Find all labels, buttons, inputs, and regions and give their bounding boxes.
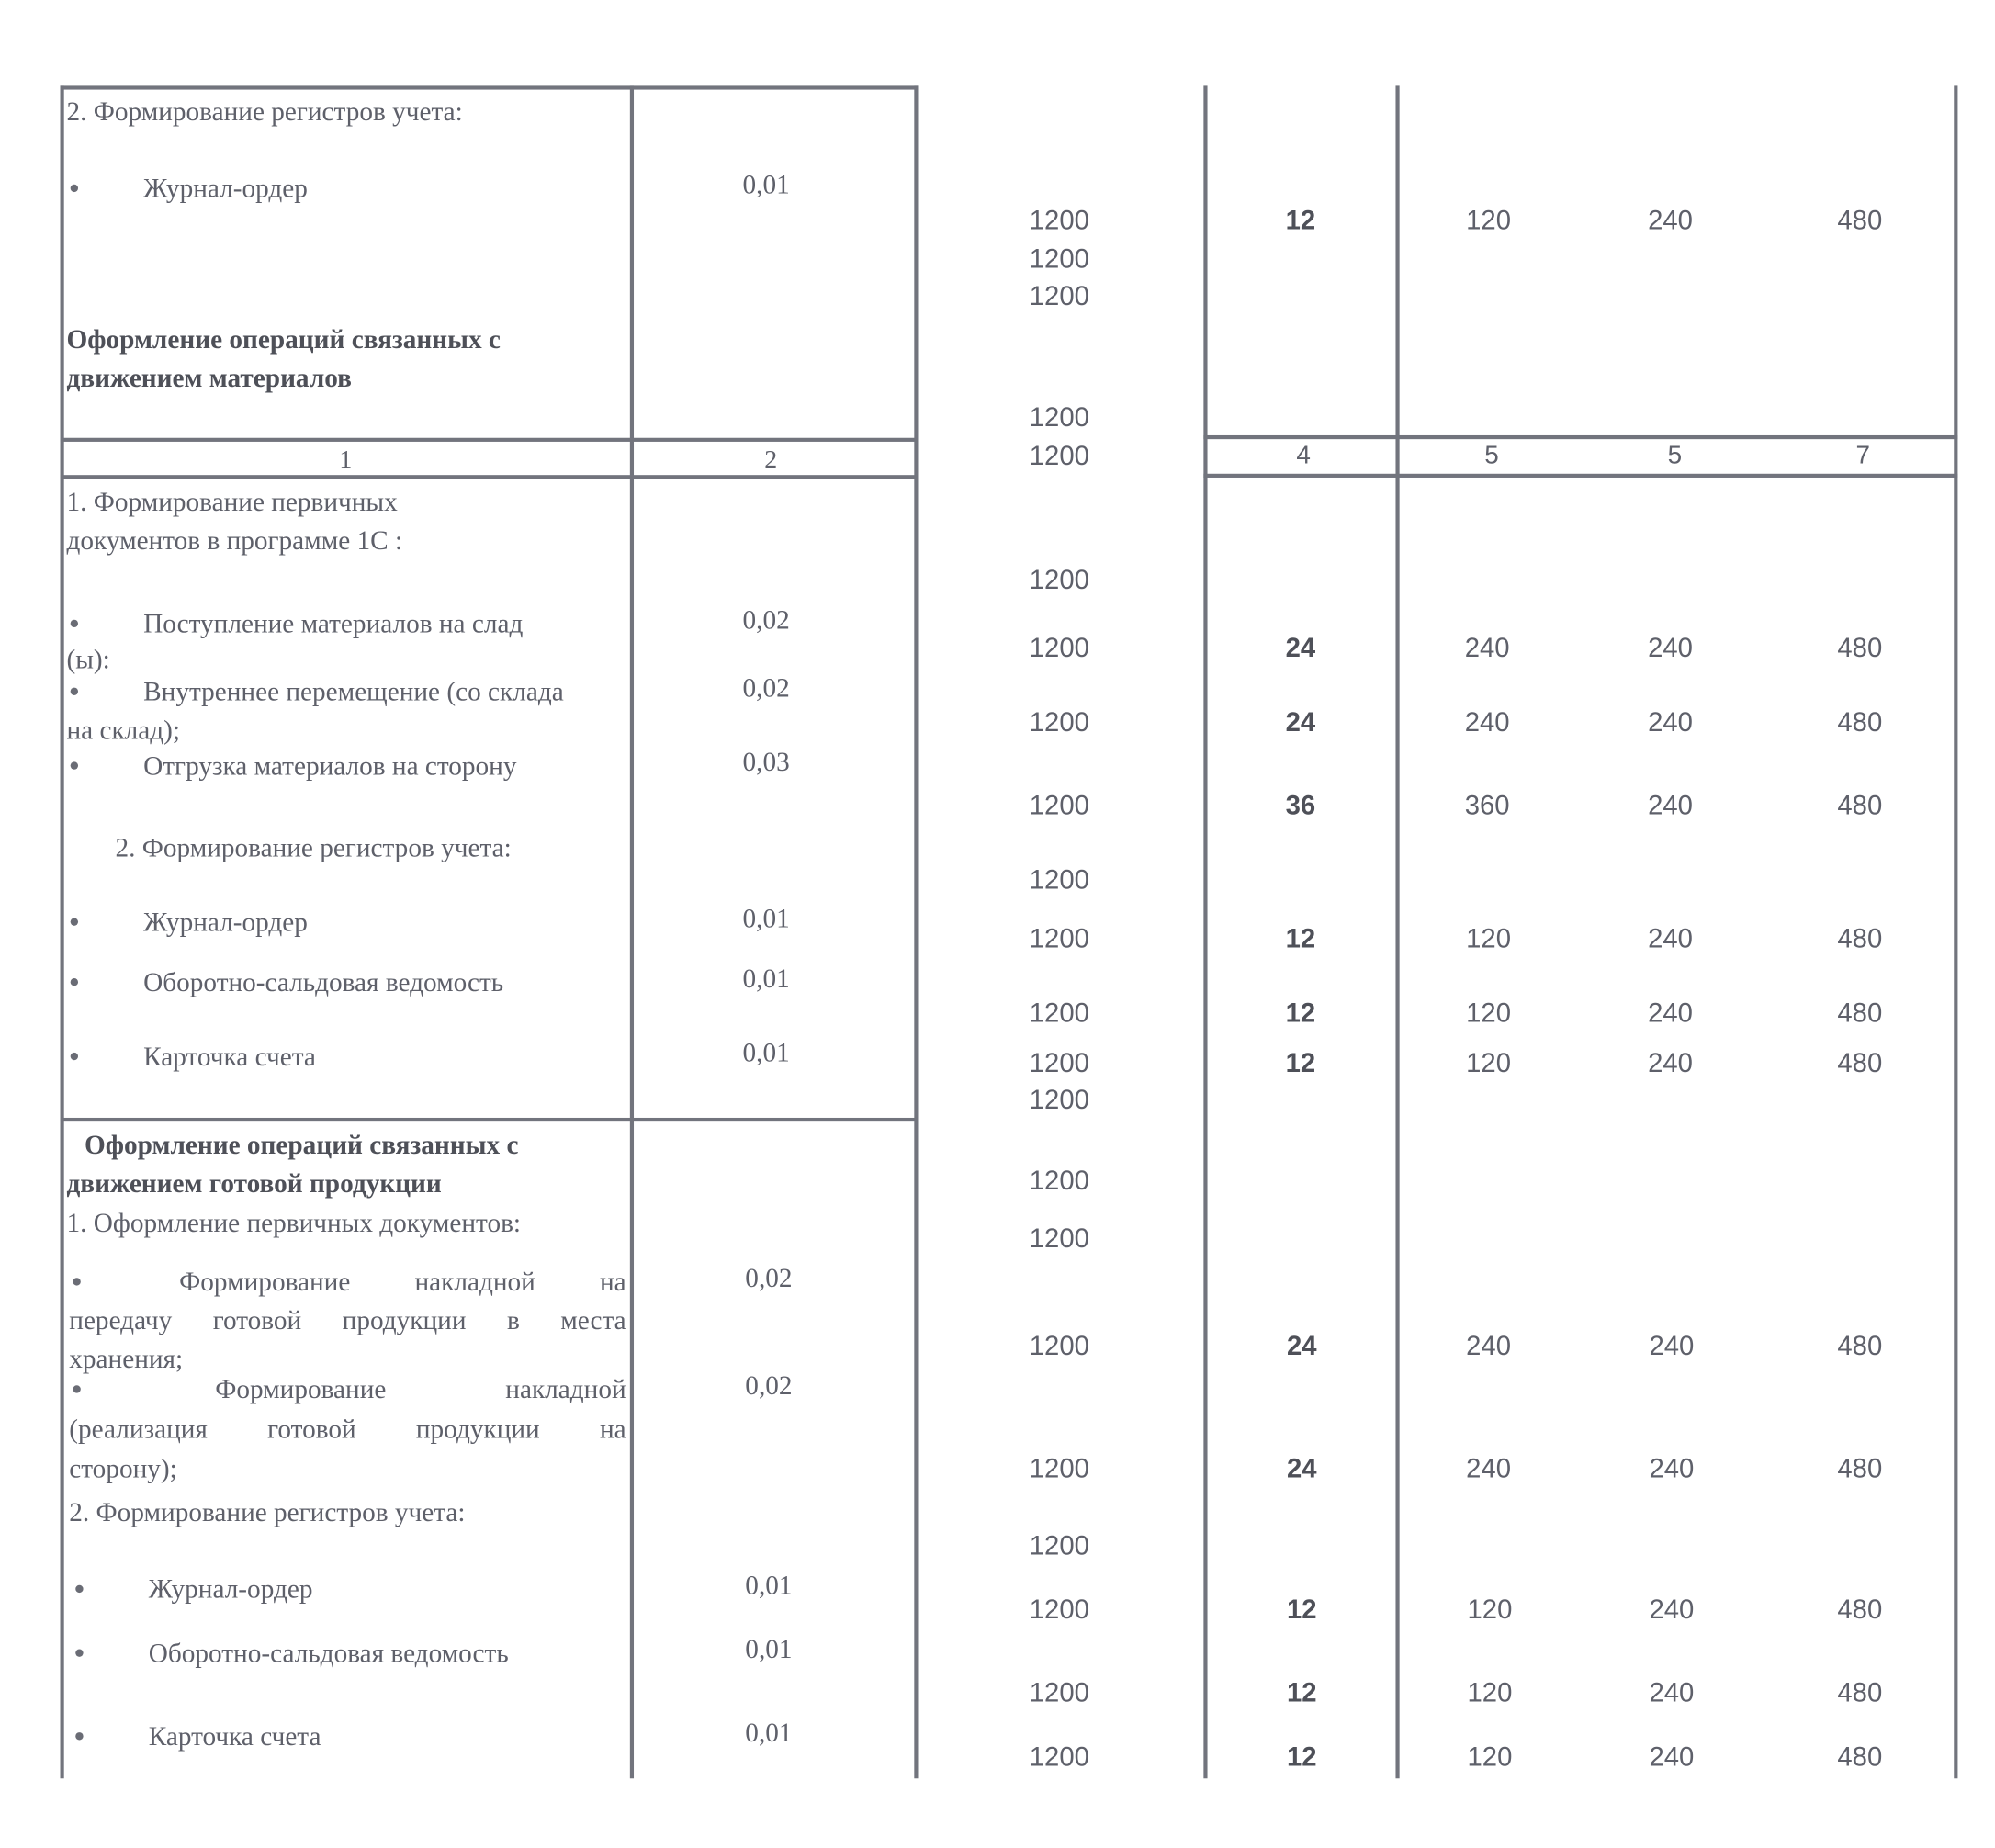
shipment-rate: 0,03: [742, 746, 790, 778]
middle-value: 1200: [1029, 865, 1089, 896]
table-cell: 120: [1466, 206, 1511, 236]
word: Формирование: [215, 1373, 387, 1405]
left-header-bottom-rule: [61, 475, 919, 479]
table-cell: 240: [1648, 634, 1693, 664]
table-cell: 240: [1464, 707, 1510, 738]
middle-value: 1200: [1029, 244, 1089, 275]
right-table-right-border: [1954, 85, 1957, 1778]
goods-heading-line1: Оформление операций связанных с: [85, 1129, 519, 1160]
journal2-label: Журнал-ордер: [143, 906, 308, 938]
word: продукции: [415, 1413, 540, 1445]
top-journal-label: Журнал-ордер: [143, 173, 308, 204]
card3-rate: 0,01: [745, 1717, 793, 1748]
left-table-col-divider: [630, 85, 634, 1778]
receipt-cut-text: [66, 644, 143, 675]
middle-value: 1200: [1029, 206, 1089, 236]
primary-docs-line2: документов в программе 1С :: [66, 524, 403, 556]
materials-heading-line1: Оформление операций связанных с: [66, 323, 501, 355]
right-table-left-border: [1203, 85, 1207, 1778]
word: накладной: [414, 1266, 535, 1298]
bullet-icon: [73, 1278, 80, 1285]
middle-value: 1200: [1029, 1594, 1089, 1625]
card2-label: Карточка счета: [143, 1041, 316, 1072]
table-cell: 12: [1285, 206, 1316, 236]
right-header-col5b: 5: [1667, 441, 1683, 470]
middle-value: 1200: [1029, 1331, 1089, 1361]
top-registers-heading: 2. Формирование регистров учета:: [66, 96, 463, 128]
word: места: [560, 1304, 626, 1335]
word: на: [599, 1266, 626, 1298]
table-cell: 240: [1464, 634, 1510, 664]
left-header-top-rule: [61, 438, 919, 442]
table-cell: 12: [1286, 1594, 1317, 1625]
table-cell: 240: [1649, 1331, 1695, 1361]
invoice-transfer-tail: хранения;: [69, 1343, 184, 1374]
table-cell: 480: [1837, 1331, 1883, 1361]
word: готовой: [267, 1413, 356, 1445]
internal-rate: 0,02: [742, 671, 790, 704]
left-table-top-border: [61, 85, 919, 89]
table-cell: 240: [1466, 1331, 1511, 1361]
bullet-icon: [75, 1649, 83, 1656]
table-cell: 480: [1837, 1742, 1883, 1773]
primary-docs-line1: 1. Формирование первичных: [66, 486, 398, 518]
left-section-rule: [61, 1118, 919, 1121]
table-cell: 120: [1467, 1594, 1513, 1625]
left-header-col2: 2: [764, 445, 778, 474]
table-cell: 240: [1648, 707, 1693, 738]
right-header-col5a: 5: [1484, 441, 1499, 470]
table-cell: 120: [1466, 924, 1511, 954]
table-cell: 120: [1466, 1048, 1511, 1078]
table-cell: 12: [1286, 1678, 1317, 1708]
invoice-transfer-line2: [69, 1304, 626, 1335]
table-cell: 24: [1285, 634, 1316, 664]
materials-heading-line2: движением материалов: [66, 362, 352, 393]
journal3-rate: 0,01: [745, 1570, 793, 1601]
table-cell: 240: [1648, 924, 1693, 954]
registers-heading-2: 2. Формирование регистров учета:: [115, 832, 512, 863]
journal2-rate: 0,01: [742, 902, 790, 934]
table-cell: 480: [1837, 634, 1883, 664]
right-header-bottom-rule: [1203, 474, 1957, 478]
internal-line1: Внутреннее перемещение (со склада: [143, 676, 564, 707]
word: передачу: [69, 1304, 173, 1335]
invoice-sale-line2: [69, 1413, 626, 1445]
middle-value: 1200: [1029, 1531, 1089, 1561]
middle-value: 1200: [1029, 791, 1089, 821]
table-cell: 12: [1285, 1048, 1316, 1078]
table-cell: 120: [1467, 1678, 1513, 1708]
word: накладной: [505, 1373, 626, 1405]
bullet-icon: [71, 620, 78, 627]
table-cell: 480: [1837, 206, 1883, 236]
word: готовой: [212, 1304, 302, 1335]
middle-value: 1200: [1029, 281, 1089, 311]
card3-label: Карточка счета: [148, 1720, 321, 1752]
table-cell: 240: [1649, 1678, 1695, 1708]
right-header-col4: 4: [1296, 441, 1311, 470]
invoice-sale-line1: [215, 1373, 626, 1405]
table-cell: 480: [1837, 924, 1883, 954]
invoice-transfer-line1: [179, 1266, 626, 1298]
word: в: [506, 1304, 520, 1335]
table-cell: 480: [1837, 1048, 1883, 1078]
table-cell: 240: [1649, 1594, 1695, 1625]
table-cell: 24: [1285, 707, 1316, 738]
left-header-col1: 1: [339, 445, 353, 474]
table-cell: 240: [1648, 206, 1693, 236]
bullet-icon: [75, 1732, 83, 1740]
left-table-right-border: [914, 85, 918, 1778]
middle-value: 1200: [1029, 924, 1089, 954]
internal-line2: на склад);: [66, 714, 181, 746]
shipment-label: Отгрузка материалов на сторону: [143, 749, 517, 782]
table-cell: 240: [1648, 791, 1693, 821]
bullet-icon: [71, 918, 78, 925]
receipt-rate: 0,02: [742, 603, 790, 636]
middle-value: 1200: [1029, 1678, 1089, 1708]
right-header-col7: 7: [1855, 441, 1871, 470]
table-cell: 480: [1837, 707, 1883, 738]
middle-value: 1200: [1029, 1742, 1089, 1773]
middle-value: 1200: [1029, 566, 1089, 596]
middle-value: 1200: [1029, 998, 1089, 1029]
table-cell: 36: [1285, 791, 1316, 821]
table-cell: 240: [1649, 1742, 1695, 1773]
table-cell: 240: [1649, 1454, 1695, 1484]
table-cell: 240: [1466, 1454, 1511, 1484]
receipt-cut: (ы):: [66, 644, 110, 675]
turnover3-rate: 0,01: [745, 1633, 793, 1665]
table-cell: 480: [1837, 1678, 1883, 1708]
table-cell: 480: [1837, 1594, 1883, 1625]
table-cell: 480: [1837, 1454, 1883, 1484]
bullet-icon: [73, 1385, 80, 1392]
table-cell: 360: [1464, 791, 1510, 821]
middle-value: 1200: [1029, 634, 1089, 664]
middle-value: 1200: [1029, 1086, 1089, 1116]
turnover3-label: Оборотно-сальдовая ведомость: [148, 1637, 509, 1669]
table-cell: 480: [1837, 998, 1883, 1029]
invoice-transfer-rate: 0,02: [745, 1262, 793, 1293]
top-journal-rate: 0,01: [742, 169, 790, 200]
word: продукции: [342, 1304, 467, 1335]
word: (реализация: [69, 1413, 208, 1445]
goods-primary-heading: 1. Оформление первичных документов:: [66, 1207, 522, 1238]
card2-rate: 0,01: [742, 1037, 790, 1068]
turnover2-rate: 0,01: [742, 963, 790, 994]
table-cell: 240: [1648, 1048, 1693, 1078]
bullet-icon: [71, 978, 78, 986]
middle-value: 1200: [1029, 1048, 1089, 1078]
receipt-label: Поступление материалов на слад: [143, 608, 524, 639]
middle-value: 1200: [1029, 1166, 1089, 1196]
middle-value: 1200: [1029, 1454, 1089, 1484]
table-cell: 240: [1648, 998, 1693, 1029]
middle-value: 1200: [1029, 707, 1089, 738]
word: на: [599, 1413, 626, 1445]
bullet-icon: [71, 185, 78, 192]
invoice-sale-rate: 0,02: [745, 1369, 793, 1402]
table-cell: 12: [1285, 924, 1316, 954]
turnover2-label: Оборотно-сальдовая ведомость: [143, 966, 504, 997]
table-cell: 12: [1285, 998, 1316, 1029]
table-cell: 120: [1467, 1742, 1513, 1773]
middle-value: 1200: [1029, 1223, 1089, 1254]
invoice-sale-line3: сторону);: [69, 1453, 177, 1484]
table-cell: 24: [1286, 1331, 1317, 1361]
middle-value: 1200: [1029, 441, 1089, 471]
bullet-icon: [71, 1053, 78, 1060]
table-cell: 480: [1837, 791, 1883, 821]
bullet-icon: [75, 1585, 83, 1593]
table-cell: 12: [1286, 1742, 1317, 1773]
bullet-icon: [71, 688, 78, 695]
invoice-transfer-line3: [69, 1343, 222, 1374]
journal3-label: Журнал-ордер: [148, 1573, 313, 1605]
right-header-top-rule: [1203, 435, 1957, 439]
word: Формирование: [179, 1266, 351, 1298]
right-table-divider: [1395, 85, 1399, 1778]
table-cell: 120: [1466, 998, 1511, 1029]
left-table-left-border: [61, 85, 64, 1778]
goods-heading-line2: движением готовой продукции: [66, 1167, 442, 1199]
middle-value: 1200: [1029, 403, 1089, 434]
bullet-icon: [71, 761, 78, 769]
table-cell: 24: [1286, 1454, 1317, 1484]
registers-heading-3: 2. Формирование регистров учета:: [69, 1496, 466, 1528]
